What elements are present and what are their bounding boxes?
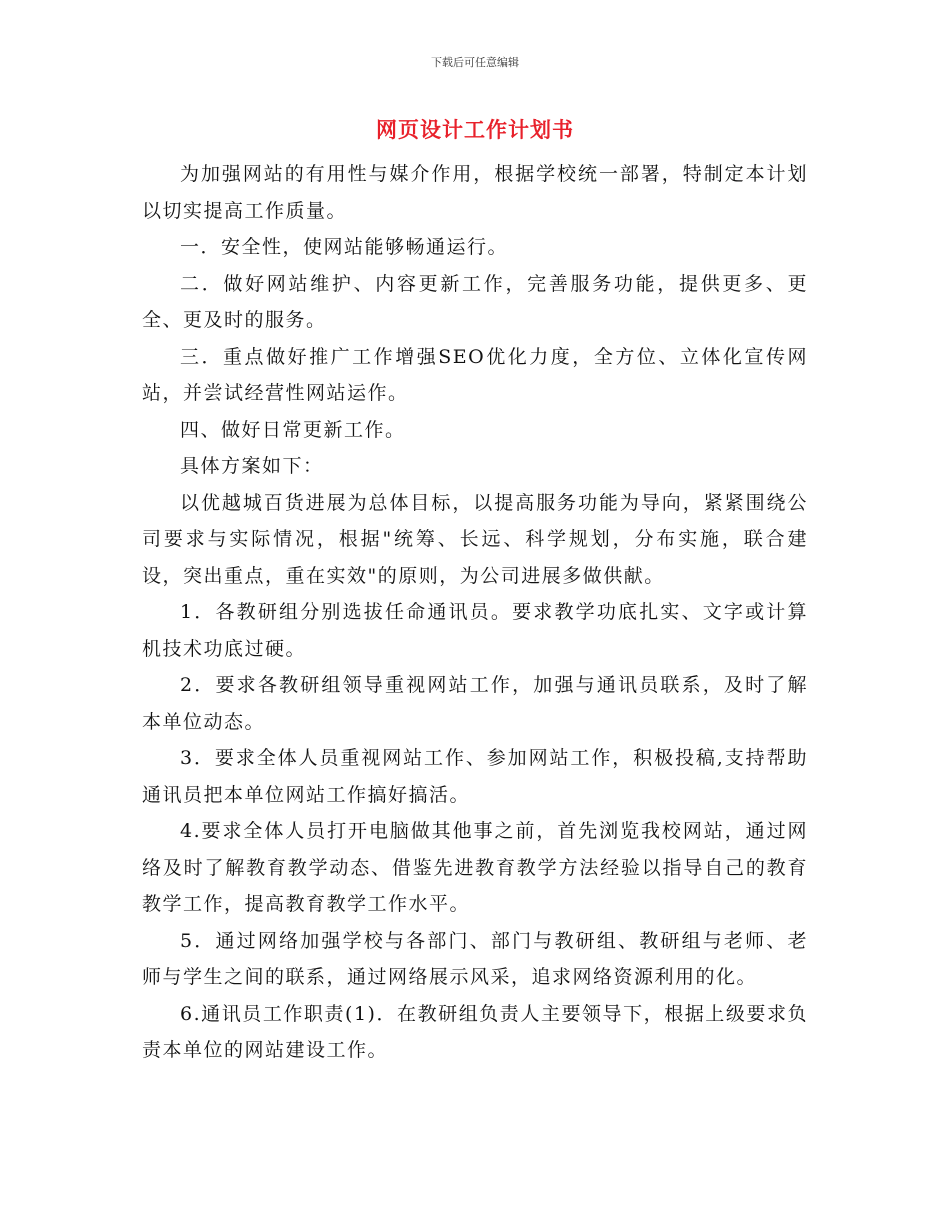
paragraph-step-4: 4.要求全体人员打开电脑做其他事之前，首先浏览我校网站，通过网络及时了解教育教学动态、借鉴先进教育教学方法经验以指导自己的教育教学工作，提高教育教学工作水平。 [142, 820, 808, 915]
document-title: 网页设计工作计划书 [376, 118, 574, 142]
paragraph-step-3: 3．要求全体人员重视网站工作、参加网站工作，积极投稿,支持帮助通讯员把本单位网站工作搞好搞活。 [142, 747, 808, 806]
header-note: 下载后可任意编辑 [431, 56, 519, 69]
paragraph-item-4: 四、做好日常更新工作。 [180, 418, 406, 441]
paragraph-item-3: 三．重点做好推广工作增强SEO优化力度，全方位、立体化宣传网站，并尝试经营性网站运作。 [142, 345, 808, 404]
paragraph-item-2: 二．做好网站维护、内容更新工作，完善服务功能，提供更多、更全、更及时的服务。 [142, 272, 808, 331]
paragraph-goal: 以优越城百货进展为总体目标，以提高服务功能为导向，紧紧围绕公司要求与实际情况，根据"统筹、长远、科学规划，分布实施，联合建设，突出重点，重在实效"的原则，为公司进展多做供献。 [142, 491, 808, 587]
paragraph-step-6: 6.通讯员工作职责(1)．在教研组负责人主要领导下，根据上级要求负责本单位的网站建设工作。 [142, 1002, 808, 1061]
paragraph-plan-heading: 具体方案如下： [180, 455, 324, 477]
paragraph-item-1: 一．安全性，使网站能够畅通运行。 [180, 236, 509, 258]
paragraph-step-5: 5．通过网络加强学校与各部门、部门与教研组、教研组与老师、老师与学生之间的联系，通过网络展示风采，追求网络资源利用的化。 [142, 929, 808, 988]
paragraph-intro: 为加强网站的有用性与媒介作用，根据学校统一部署，特制定本计划以切实提高工作质量。 [142, 163, 808, 222]
paragraph-step-2: 2．要求各教研组领导重视网站工作，加强与通讯员联系，及时了解本单位动态。 [142, 674, 808, 733]
document-body [142, 156, 808, 1069]
paragraph-step-1: 1．各教研组分别选拔任命通讯员。要求教学功底扎实、文字或计算机技术功底过硬。 [142, 601, 808, 660]
